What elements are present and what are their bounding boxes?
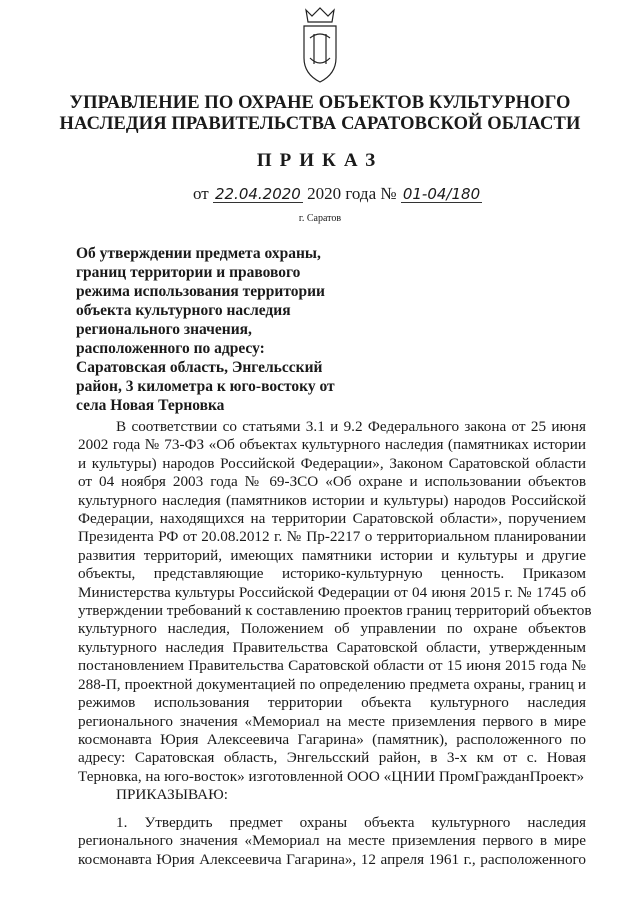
preamble-line: объекты, представляющие историко-культурную ценность. Приказом bbox=[78, 565, 586, 583]
preamble-line: и культуры) народов Российской Федерации», Законом Саратовской области bbox=[78, 454, 586, 472]
subject-line: Саратовская область, Энгельсский bbox=[76, 359, 323, 376]
preamble-line: регионального значения «Мемориал на месте приземления первого в мире bbox=[78, 712, 586, 730]
date-suffix: 2020 года № bbox=[307, 184, 397, 203]
subject-line: объекта культурного наследия bbox=[76, 302, 291, 319]
handwritten-number: 01-04/180 bbox=[402, 185, 481, 203]
handwritten-date: 22.04.2020 bbox=[214, 185, 301, 203]
agency-header-line1: УПРАВЛЕНИЕ ПО ОХРАНЕ ОБЪЕКТОВ КУЛЬТУРНОГО bbox=[69, 93, 571, 113]
agency-header-line2: НАСЛЕДИЯ ПРАВИТЕЛЬСТВА САРАТОВСКОЙ ОБЛАСТИ bbox=[59, 114, 581, 134]
preamble-line: 288-П, проектной документацией по определению предмета охраны, границ и bbox=[78, 675, 586, 693]
subject-line: режима использования территории bbox=[76, 283, 325, 300]
item-1-paragraph bbox=[78, 814, 586, 869]
subject-line: Об утверждении предмета охраны, bbox=[76, 245, 321, 262]
date-line bbox=[193, 184, 482, 204]
preamble-line: утверждении требований к составлению проектов границ территорий объектов bbox=[78, 602, 592, 620]
preamble-line: развития территорий, имеющих памятники истории и культуры и другие bbox=[78, 546, 586, 564]
subject-line: район, 3 километра к юго-востоку от bbox=[76, 378, 335, 395]
subject-line: села Новая Терновка bbox=[76, 397, 225, 414]
order-word: ПРИКАЗЫВАЮ: bbox=[116, 786, 228, 804]
date-prefix: от bbox=[193, 184, 209, 203]
item-line: космонавта Юрия Алексеевича Гагарина», 12 апреля 1961 г., расположенного bbox=[78, 850, 586, 868]
preamble-line: культурного наследия, Положением об управлении по охране объектов bbox=[78, 620, 586, 638]
item-line: регионального значения «Мемориал на месте приземления первого в мире bbox=[78, 832, 586, 850]
preamble-line: 2002 года № 73-ФЗ «Об объектах культурного наследия (памятниках истории bbox=[78, 436, 586, 454]
preamble-line: режимов использования территории объекта культурного наследия bbox=[78, 694, 586, 712]
preamble-paragraph bbox=[78, 418, 592, 805]
preamble-line: адресу: Саратовская область, Энгельсский район, в 3-х км от с. Новая bbox=[78, 749, 586, 767]
subject-line: границ территории и правового bbox=[76, 264, 301, 281]
preamble-line: от 04 ноября 2003 года № 69-ЗСО «Об охране и использовании объектов bbox=[78, 473, 586, 491]
item-line: 1. Утвердить предмет охраны объекта культурного наследия bbox=[116, 814, 586, 831]
subject-block bbox=[76, 244, 376, 415]
preamble-line: В соответствии со статьями 3.1 и 9.2 Федерального закона от 25 июня bbox=[116, 418, 586, 435]
preamble-line: Терновка, на юго-восток» изготовленной ООО «ЦНИИ ПромГражданПроект» bbox=[78, 767, 585, 785]
preamble-line: культурного наследия (памятников истории и культуры) народов Российской bbox=[78, 491, 586, 509]
document-type-title: ПРИКАЗ bbox=[256, 150, 384, 171]
preamble-line: Федерации, находящихся на территории Саратовской области», поручением bbox=[78, 510, 586, 528]
preamble-line: космонавта Юрия Алексеевича Гагарина» (памятник), расположенного по bbox=[78, 730, 586, 748]
coat-of-arms-icon bbox=[298, 6, 342, 84]
preamble-line: Президента РФ от 20.08.2012 г. № Пр-2217 о территориальном планировании bbox=[78, 528, 586, 546]
preamble-line: постановлением Правительства Саратовской области от 15 июня 2015 года № bbox=[78, 657, 586, 675]
city-label: г. Саратов bbox=[298, 213, 342, 224]
preamble-line: культурного наследия Правительства Саратовской области, утвержденным bbox=[78, 638, 586, 656]
preamble-line: Министерства культуры Российской Федерации от 04 июня 2015 г. № 1745 об bbox=[78, 583, 586, 601]
subject-line: расположенного по адресу: bbox=[76, 340, 265, 357]
subject-line: регионального значения, bbox=[76, 321, 252, 338]
